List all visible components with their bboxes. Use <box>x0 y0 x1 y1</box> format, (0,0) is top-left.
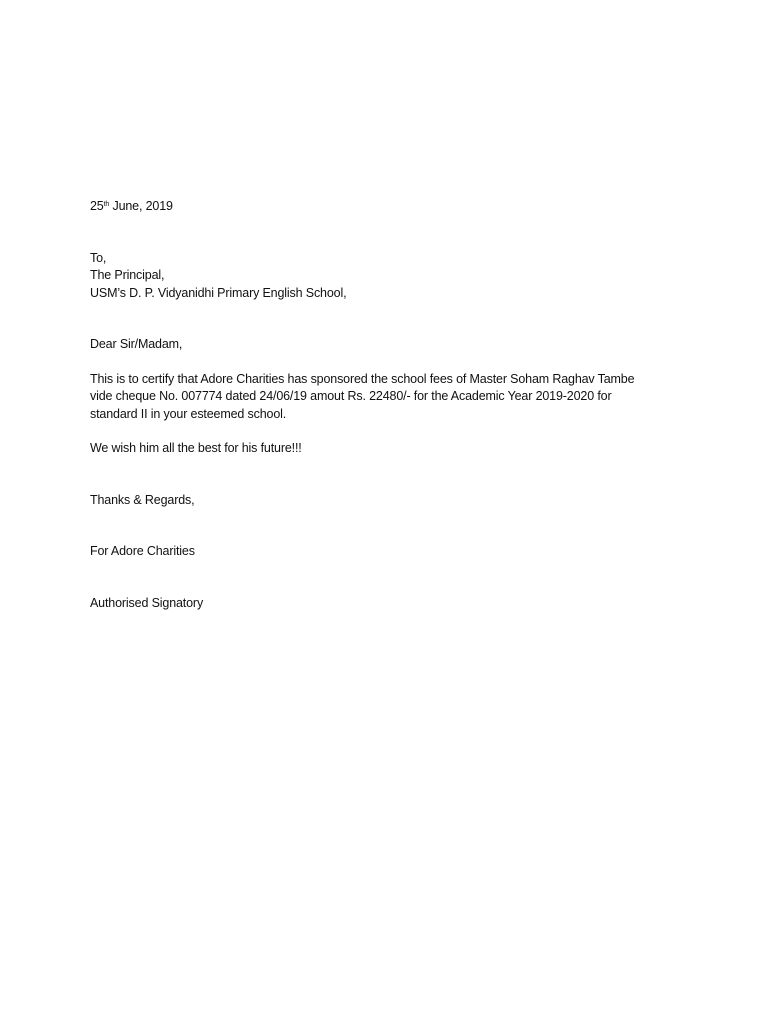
recipient-address <box>90 250 680 303</box>
address-line-3: USM’s D. P. Vidyanidhi Primary English School, <box>90 285 347 300</box>
salutation: Dear Sir/Madam, <box>90 337 183 351</box>
letter-date <box>90 198 680 216</box>
body-line-1: This is to certify that Adore Charities has sponsored the school fees of Master Soham Raghav Tambe <box>90 371 635 386</box>
closing-line: Thanks & Regards, <box>90 492 195 507</box>
body-line-3: standard II in your esteemed school. <box>90 406 287 421</box>
date-suffix: th <box>103 201 110 208</box>
organization-line: For Adore Charities <box>90 544 195 558</box>
address-line-1: To, <box>90 250 107 265</box>
signatory-line: Authorised Signatory <box>90 595 204 610</box>
certification-paragraph <box>90 371 680 424</box>
letter-body <box>90 198 680 612</box>
address-line-2: The Principal, <box>90 268 165 282</box>
wish-line: We wish him all the best for his future!!! <box>90 441 302 455</box>
body-line-2: vide cheque No. 007774 dated 24/06/19 amout Rs. 22480/- for the Academic Year 2019-2020 for <box>90 389 612 403</box>
date-rest: June, 2019 <box>109 199 173 213</box>
date-day: 25 <box>90 199 104 213</box>
